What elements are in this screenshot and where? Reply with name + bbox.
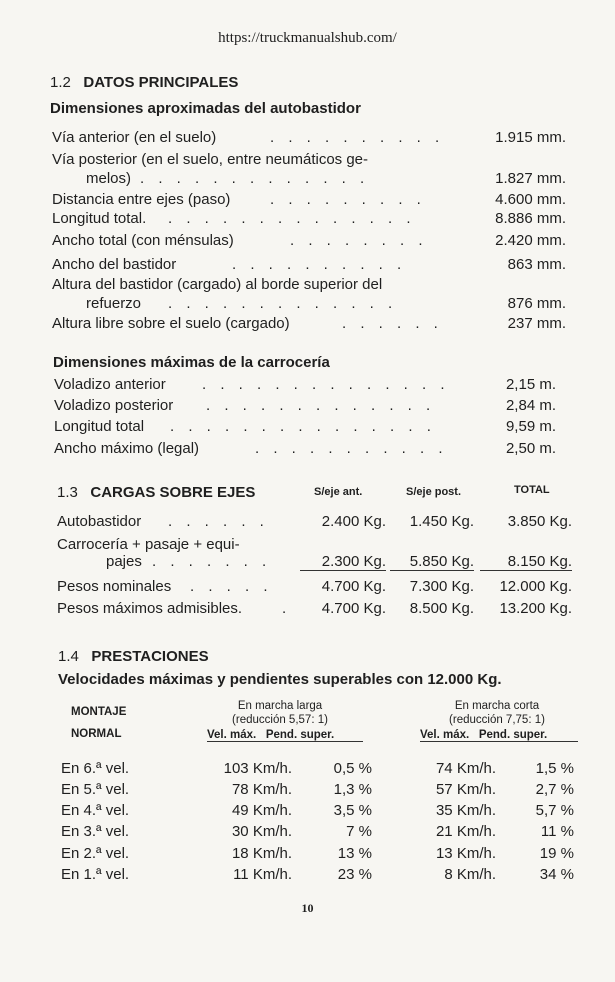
dimension-label: Ancho total (con ménsulas): [52, 232, 234, 249]
leader-dots: . . . . . . . . . .: [270, 129, 445, 146]
long-gear-slope: 0,5 %: [333, 760, 372, 777]
section-number: 1.3: [57, 484, 78, 501]
long-gear-slope: 13 %: [337, 845, 372, 862]
dimension-value: 1.827 mm.: [495, 170, 566, 187]
gear-label: En 3.ª vel.: [61, 823, 130, 840]
col-vel-max: Vel. máx.: [207, 729, 257, 741]
section-1-3-heading: [57, 484, 255, 501]
subheading-body-dimensions: Dimensiones máximas de la carrocería: [53, 354, 330, 371]
dimension-value: 1.915 mm.: [495, 129, 566, 146]
col-pend-super: Pend. super.: [265, 729, 335, 741]
load-row-label: Carrocería + pasaje + equi-: [57, 536, 240, 553]
load-row-label-cont: pajes: [106, 553, 142, 570]
subheading-chassis-dimensions: Dimensiones aproximadas del autobastidor: [50, 100, 361, 117]
dimension-label: Vía anterior (en el suelo): [52, 129, 217, 146]
column-header-total: TOTAL: [514, 484, 550, 496]
section-1-4-heading: [58, 648, 209, 665]
dimension-value: 237 mm.: [507, 315, 566, 332]
short-gear-speed: 21 Km/h.: [435, 823, 496, 840]
dimension-value: 2,84 m.: [505, 397, 556, 414]
short-gear-ratio: (reducción 7,75: 1): [449, 714, 545, 726]
col-vel-max: Vel. máx.: [420, 729, 470, 741]
col-pend-super: Pend. super.: [478, 729, 548, 741]
section-title: DATOS PRINCIPALES: [83, 74, 239, 91]
load-row-label: Pesos nominales: [57, 578, 172, 595]
load-front-axle: 4.700 Kg.: [321, 578, 386, 595]
load-rear-axle: 5.850 Kg.: [390, 553, 474, 571]
short-gear-slope: 2,7 %: [535, 781, 574, 798]
dimension-value: 863 mm.: [507, 256, 566, 273]
load-total: 13.200 Kg.: [499, 600, 572, 617]
short-gear-speed: 57 Km/h.: [435, 781, 496, 798]
load-rear-axle: 8.500 Kg.: [409, 600, 474, 617]
short-gear-title: En marcha corta: [454, 700, 540, 712]
leader-dots: . . . . . . .: [152, 553, 272, 570]
load-front-axle: 2.400 Kg.: [321, 513, 386, 530]
montaje-label-2: NORMAL: [71, 728, 122, 740]
short-gear-speed: 8 Km/h.: [444, 866, 496, 883]
dimension-label: Voladizo posterior: [54, 397, 174, 414]
short-gear-slope: 1,5 %: [535, 760, 574, 777]
short-gear-speed: 35 Km/h.: [435, 802, 496, 819]
dimension-label: Longitud total: [54, 418, 145, 435]
long-gear-slope: 23 %: [337, 866, 372, 883]
long-gear-speed: 49 Km/h.: [231, 802, 292, 819]
load-front-axle: 2.300 Kg.: [300, 553, 386, 571]
leader-dots: . . . . . . . . . . . . . .: [168, 210, 416, 227]
load-total: 3.850 Kg.: [507, 513, 572, 530]
dimension-label: Voladizo anterior: [54, 376, 166, 393]
leader-dots: . . . . . . . . . .: [232, 256, 407, 273]
leader-dots: . . . . .: [190, 578, 273, 595]
gear-label: En 4.ª vel.: [61, 802, 130, 819]
gear-label: En 6.ª vel.: [61, 760, 130, 777]
dimension-label: Ancho máximo (legal): [54, 440, 200, 457]
leader-dots: . . . . . . . . . . . . .: [140, 170, 370, 187]
leader-dots: . . . . . . . . . . . . .: [206, 397, 436, 414]
section-1-2-heading: [50, 74, 238, 91]
long-gear-columns: [207, 729, 363, 742]
dimension-value: 4.600 mm.: [495, 191, 566, 208]
gear-label: En 1.ª vel.: [61, 866, 130, 883]
dimension-label: Ancho del bastidor: [52, 256, 177, 273]
short-gear-columns: [420, 729, 578, 742]
gear-label: En 5.ª vel.: [61, 781, 130, 798]
dimension-value: 876 mm.: [507, 295, 566, 312]
dimension-value: 9,59 m.: [505, 418, 556, 435]
leader-dots: .: [282, 600, 292, 617]
long-gear-speed: 78 Km/h.: [231, 781, 292, 798]
leader-dots: . . . . . . . .: [290, 232, 428, 249]
dimension-value: 2,15 m.: [505, 376, 556, 393]
load-rear-axle: 1.450 Kg.: [409, 513, 474, 530]
subheading-performance: Velocidades máximas y pendientes superables con 12.000 Kg.: [58, 671, 502, 688]
short-gear-speed: 13 Km/h.: [435, 845, 496, 862]
long-gear-slope: 1,3 %: [333, 781, 372, 798]
dimension-label-cont: refuerzo: [86, 295, 142, 312]
montaje-label-1: MONTAJE: [71, 706, 127, 718]
gear-label: En 2.ª vel.: [61, 845, 130, 862]
column-header-front-axle: S/eje ant.: [314, 486, 363, 498]
dimension-label: Altura del bastidor (cargado) al borde superior del: [52, 276, 383, 293]
section-title: CARGAS SOBRE EJES: [90, 484, 256, 501]
long-gear-slope: 3,5 %: [333, 802, 372, 819]
load-total: 12.000 Kg.: [499, 578, 572, 595]
short-gear-slope: 19 %: [539, 845, 574, 862]
long-gear-speed: 103 Km/h.: [223, 760, 292, 777]
long-gear-speed: 11 Km/h.: [233, 866, 292, 883]
dimension-label: Longitud total.: [52, 210, 147, 227]
short-gear-slope: 5,7 %: [535, 802, 574, 819]
section-number: 1.4: [58, 648, 79, 665]
load-front-axle: 4.700 Kg.: [321, 600, 386, 617]
short-gear-slope: 34 %: [539, 866, 574, 883]
dimension-label: Distancia entre ejes (paso): [52, 191, 231, 208]
section-number: 1.2: [50, 74, 71, 91]
short-gear-speed: 74 Km/h.: [435, 760, 496, 777]
long-gear-speed: 30 Km/h.: [231, 823, 292, 840]
page-number: 10: [301, 901, 314, 915]
dimension-label-cont: melos): [86, 170, 132, 187]
load-row-label: Pesos máximos admisibles.: [57, 600, 243, 617]
dimension-value: 2.420 mm.: [495, 232, 566, 249]
load-total: 8.150 Kg.: [480, 553, 572, 571]
leader-dots: . . . . . . . . .: [270, 191, 426, 208]
column-header-rear-axle: S/eje post.: [406, 486, 462, 498]
short-gear-slope: 11 %: [540, 823, 574, 840]
dimension-label: Altura libre sobre el suelo (cargado): [52, 315, 290, 332]
long-gear-speed: 18 Km/h.: [231, 845, 292, 862]
long-gear-slope: 7 %: [346, 823, 372, 840]
leader-dots: . . . . . . . . . . .: [255, 440, 448, 457]
dimension-label: Vía posterior (en el suelo, entre neumáticos ge-: [52, 151, 369, 168]
source-url[interactable]: https://truckmanualshub.com/: [218, 30, 397, 46]
load-row-label: Autobastidor: [57, 513, 142, 530]
leader-dots: . . . . . . . . . . . . .: [168, 295, 398, 312]
dimension-value: 8.886 mm.: [495, 210, 566, 227]
load-rear-axle: 7.300 Kg.: [409, 578, 474, 595]
section-title: PRESTACIONES: [91, 648, 209, 665]
leader-dots: . . . . . .: [342, 315, 443, 332]
long-gear-ratio: (reducción 5,57: 1): [232, 714, 328, 726]
leader-dots: . . . . . . . . . . . . . . .: [170, 418, 436, 435]
leader-dots: . . . . . . . . . . . . . .: [202, 376, 450, 393]
leader-dots: . . . . . .: [168, 513, 269, 530]
long-gear-title: En marcha larga: [237, 700, 323, 712]
dimension-value: 2,50 m.: [505, 440, 556, 457]
